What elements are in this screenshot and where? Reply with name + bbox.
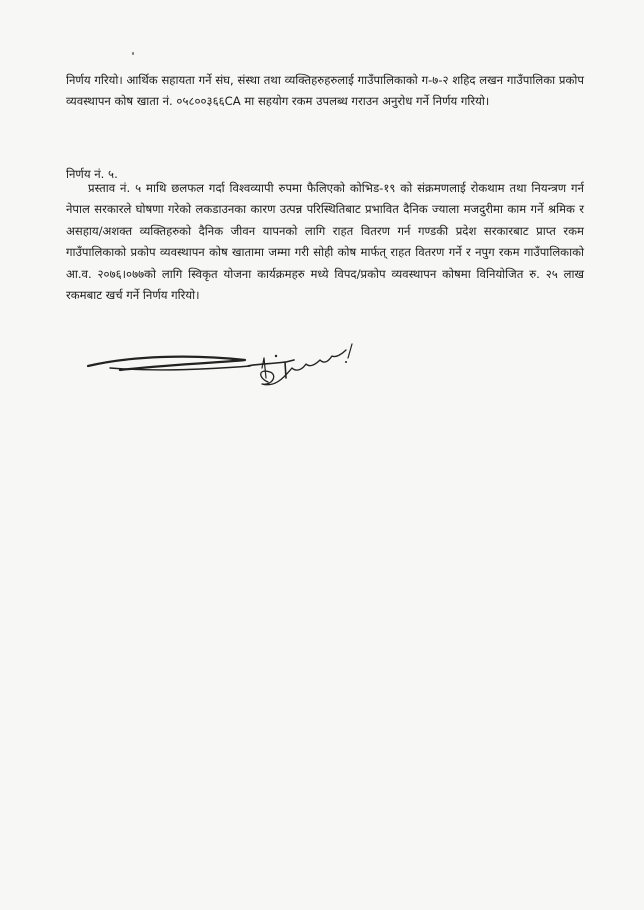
signature-stroke-5	[261, 350, 346, 385]
decision-heading: निर्णय नं. ५.	[66, 167, 118, 181]
signature-stroke-3	[262, 358, 266, 378]
scan-speck	[132, 52, 134, 55]
signature-stroke-6	[348, 344, 352, 358]
handwritten-signature	[80, 338, 380, 398]
signature-stroke-4	[248, 360, 294, 378]
paragraph-1: निर्णय गरियो। आर्थिक सहायता गर्ने संघ, संस्था तथा व्यक्तिहरुहरुलाई गाउँपालिकाको ग-७-२ शहिद लखन गाउँपालिका प्रकोप व्यवस्थापन कोष खाता नं. ०५८००३६६CA मा सहयोग रकम उपलब्ध गराउन अनुरोध गर्ने निर्णय गरियो।	[66, 73, 584, 109]
paragraph-2: प्रस्ताव नं. ५ माथि छलफल गर्दा विश्वव्यापी रुपमा फैलिएको कोभिड-१९ को संक्रमणलाई रोकथाम तथा नियन्त्रण गर्न नेपाल सरकारले घोषणा गरेको लकडाउनका कारण उत्पन्न परिस्थितिबाट प्रभावित दैनिक ज्याला मजदुरीमा काम गर्ने श्रमिक र असहाय/अशक्त व्यक्तिहरुको दैनिक जीवन यापनको लागि राहत वितरण गर्न गण्डकी प्रदेश सरकारबाट प्राप्त रकम गाउँपालिकाको प्रकोप व्यवस्थापन कोष खातामा जम्मा गरी सोही कोष मार्फत् राहत वितरण गर्ने र नपुग रकम गाउँपालिकाको आ.व. २०७६।०७७को लागि स्विकृत योजना कार्यक्रमहरु मध्ये विपद/प्रकोप व्यवस्थापन कोषमा विनियोजित रु. २५ लाख रकमबाट खर्च गर्ने निर्णय गरियो।	[66, 181, 584, 303]
